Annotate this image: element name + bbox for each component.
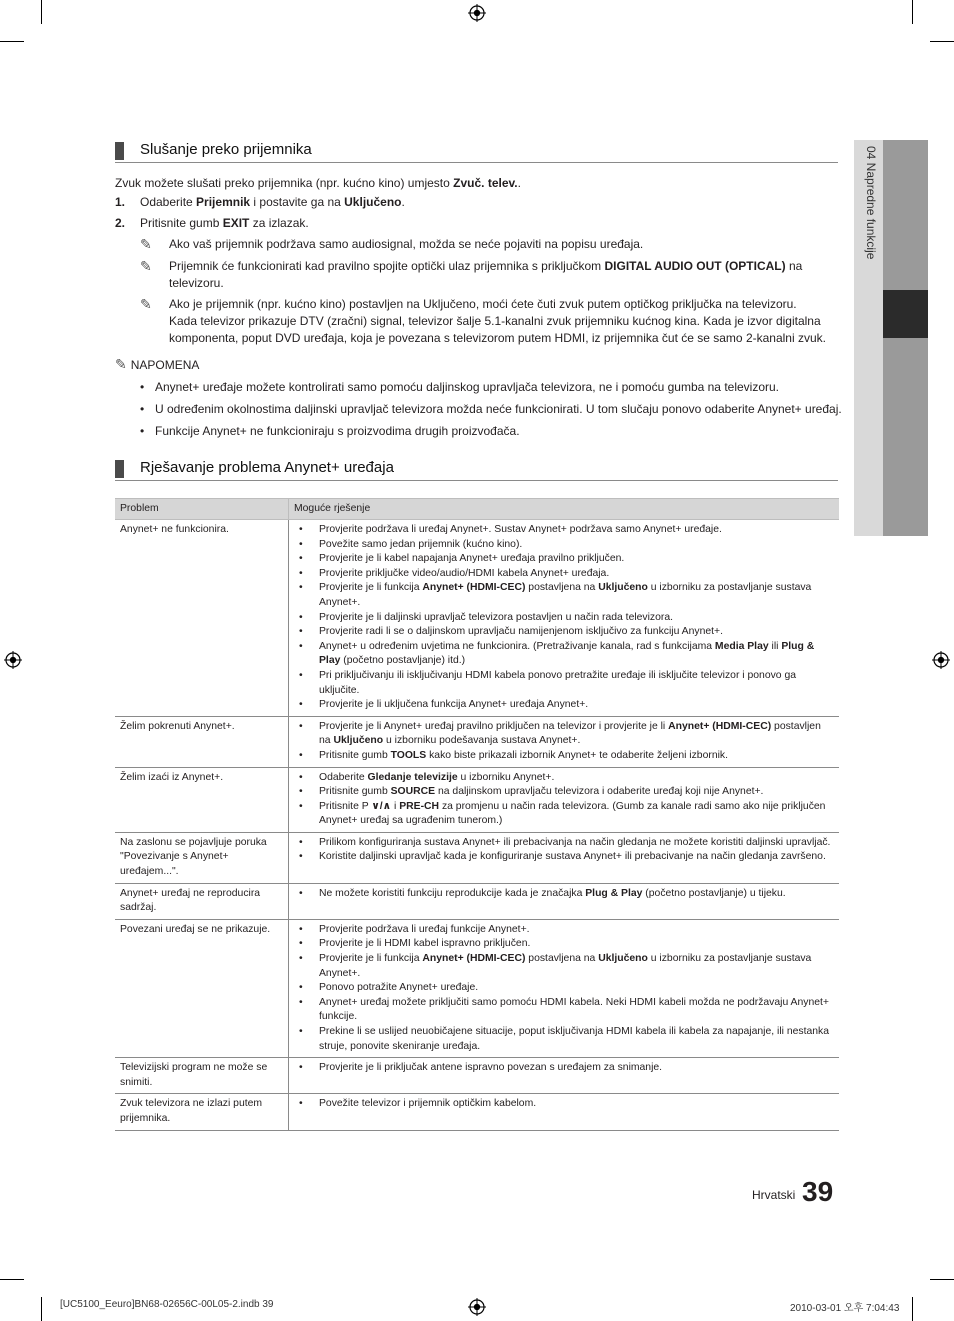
solution-list [294, 836, 834, 865]
footer-language: Hrvatski [752, 1188, 796, 1202]
table-row [115, 716, 839, 767]
solution-item: • Pritisnite P ∨/∧ i PRE-CH za promjenu u način rada televizora. (Gumb za kanale radi samo ako nije priključen Anynet+ uređaj sa ugrađenim tunerom.) [294, 800, 834, 829]
note-1: ✎ Ako vaš prijemnik podržava samo audiosignal, možda se neće pojaviti na popisu uređaja. [140, 236, 644, 252]
step-2: 2. Pritisnite gumb EXIT za izlazak. [115, 216, 309, 230]
solution-item: • Provjerite je li HDMI kabel ispravno priključen. [294, 937, 834, 952]
solution-list [294, 720, 834, 764]
step-number: 2. [115, 216, 126, 230]
crop-mark [912, 0, 913, 24]
crop-mark [0, 41, 24, 42]
solution-item: • Provjerite je li Anynet+ uređaj pravilno priključen na televizor i provjerite je li Anynet+ (HDMI-CEC) postavljen na Uključeno u izborniku podešavanja sustava Anynet+. [294, 720, 834, 749]
solution-item: • Anynet+ uređaj možete priključiti samo pomoću HDMI kabela. Neki HDMI kabeli možda ne podržavaju Anynet+ funkcije. [294, 996, 834, 1025]
step-1: 1. Odaberite Prijemnik i postavite ga na Uključeno. [115, 195, 405, 209]
solution-cell [289, 767, 840, 832]
solution-item: • Provjerite je li funkcija Anynet+ (HDMI-CEC) postavljena na Uključeno u izborniku za postavljanje sustava Anynet+. [294, 952, 834, 981]
problem-cell: Televizijski program ne može se snimiti. [115, 1058, 289, 1094]
solution-cell [289, 1094, 840, 1130]
column-header-solution: Moguće rješenje [289, 499, 840, 520]
solution-item: • Provjerite je li uključena funkcija Anynet+ uređaja Anynet+. [294, 698, 834, 713]
problem-cell: Želim izaći iz Anynet+. [115, 767, 289, 832]
solution-item: • Prilikom konfiguriranja sustava Anynet+ ili prebacivanja na način gledanja ne možete koristiti daljinski upravljač. [294, 836, 834, 851]
table-row [115, 1094, 839, 1130]
solution-item: • Provjerite radi li se o daljinskom upravljaču namijenjenom isključivo za funkciju Anynet+. [294, 625, 834, 640]
solution-list [294, 887, 834, 902]
solution-list [294, 923, 834, 1054]
solution-item: • Ne možete koristiti funkciju reprodukcije kada je značajka Plug & Play (početno postavljanje) u tijeku. [294, 887, 834, 902]
crop-mark [930, 41, 954, 42]
solution-list [294, 771, 834, 829]
registration-mark-icon [468, 1298, 486, 1316]
solution-cell [289, 883, 840, 919]
solution-cell [289, 919, 840, 1057]
intro-paragraph: Zvuk možete slušati preko prijemnika (npr. kućno kino) umjesto Zvuč. telev.. [115, 176, 521, 190]
table-header-row [115, 499, 839, 520]
solution-item: • Ponovo potražite Anynet+ uređaje. [294, 981, 834, 996]
step-number: 1. [115, 195, 126, 209]
intro-bold-term: Zvuč. telev. [453, 176, 518, 190]
solution-item: • Povežite samo jedan prijemnik (kućno kino). [294, 538, 834, 553]
solution-item: • Provjerite priključke video/audio/HDMI kabela Anynet+ uređaja. [294, 567, 834, 582]
solution-cell [289, 520, 840, 717]
section-heading-bar [115, 142, 124, 160]
chapter-tab-strip [883, 140, 928, 536]
section-heading-receiver [115, 140, 838, 163]
table-row [115, 883, 839, 919]
solution-cell [289, 832, 840, 883]
column-header-problem: Problem [115, 499, 289, 520]
problem-cell: Anynet+ uređaj ne reproducira sadržaj. [115, 883, 289, 919]
solution-list [294, 523, 834, 713]
problem-cell: Želim pokrenuti Anynet+. [115, 716, 289, 767]
solution-item: • Provjerite je li kabel napajanja Anynet+ uređaja pravilno priključen. [294, 552, 834, 567]
table-body [115, 520, 839, 1131]
napomena-heading: ✎ NAPOMENA [115, 356, 200, 372]
solution-cell [289, 1058, 840, 1094]
table-row [115, 767, 839, 832]
page-number: 39 [802, 1176, 834, 1207]
pencil-note-icon: ✎ [140, 258, 152, 274]
solution-list [294, 1097, 834, 1112]
section-heading-text: Rješavanje problema Anynet+ uređaja [140, 459, 394, 476]
solution-item: • Provjerite je li funkcija Anynet+ (HDMI-CEC) postavljena na Uključeno u izborniku za postavljanje sustava Anynet+. [294, 581, 834, 610]
table-row [115, 919, 839, 1057]
registration-mark-icon [4, 651, 22, 669]
solution-item: • Pri priključivanju ili isključivanju HDMI kabela ponovo pretražite uređaje ili isključite televizor i ponovo ga uključite. [294, 669, 834, 698]
solution-item: • Provjerite podržava li uređaj Anynet+. Sustav Anynet+ podržava samo Anynet+ uređaje. [294, 523, 834, 538]
solution-item: • Anynet+ u određenim uvjetima ne funkcionira. (Pretraživanje kanala, rad s funkcijama Media Play ili Plug & Play (početno postavljanje) itd.) [294, 640, 834, 669]
pencil-note-icon: ✎ [140, 236, 152, 252]
print-file-info: [UC5100_Eeuro]BN68-02656C-00L05-2.indb 39 [60, 1299, 274, 1310]
solution-item: • Pritisnite gumb TOOLS kako biste prikazali izbornik Anynet+ te odaberite željeni izbornik. [294, 749, 834, 764]
table-row [115, 832, 839, 883]
registration-mark-icon [468, 4, 486, 22]
solution-list [294, 1061, 834, 1076]
problem-cell: Anynet+ ne funkcionira. [115, 520, 289, 717]
solution-cell [289, 716, 840, 767]
registration-mark-icon [932, 651, 950, 669]
table-row [115, 520, 839, 717]
pencil-note-icon: ✎ [140, 296, 152, 312]
table-row [115, 1058, 839, 1094]
section-heading-troubleshoot [115, 458, 838, 481]
solution-item: • Provjerite podržava li uređaj funkcije Anynet+. [294, 923, 834, 938]
note-3: ✎ Ako je prijemnik (npr. kućno kino) postavljen na Uključeno, moći ćete čuti zvuk putem optičkog priključka na televizoru. Kada televizor prikazuje DTV (zračni) signal, televizor šalje 5.1-kanalni zvuk prijemniku kućnog kina. Kada je izvor digitalna komponenta, poput DVD uređaja, koja je povezana s televizorom putem HDMI, iz prijemnika čut će se samo 2-kanalni zvuk. [140, 296, 826, 345]
solution-item: • Prekine li se uslijed neuobičajene situacije, poput isključivanja HDMI kabela ili kabela za napajanje, ili nestanka struje, ponovite skeniranje uređaja. [294, 1025, 834, 1054]
problem-cell: Na zaslonu se pojavljuje poruka "Povezivanje s Anynet+ uređajem...". [115, 832, 289, 883]
note-2: ✎ Prijemnik će funkcionirati kad pravilno spojite optički ulaz prijemnika s priključkom DIGITAL AUDIO OUT (OPTICAL) na televizoru. [140, 258, 803, 290]
section-heading-bar [115, 460, 124, 478]
section-heading-text: Slušanje preko prijemnika [140, 141, 312, 158]
crop-mark [41, 0, 42, 24]
crop-mark [912, 1297, 913, 1321]
solution-item: • Koristite daljinski upravljač kada je konfiguriranje sustava Anynet+ ili prebacivanje na način gledanja završeno. [294, 850, 834, 865]
troubleshooting-table [115, 498, 839, 1131]
solution-item: • Provjerite je li priključak antene ispravno povezan s uređajem za snimanje. [294, 1061, 834, 1076]
crop-mark [41, 1297, 42, 1321]
print-date-info: 2010-03-01 오후 7:04:43 [790, 1303, 900, 1314]
crop-mark [0, 1279, 24, 1280]
crop-mark [930, 1279, 954, 1280]
chapter-tab-marker [883, 290, 928, 338]
pencil-note-icon: ✎ [115, 356, 127, 372]
solution-item: • Pritisnite gumb SOURCE na daljinskom upravljaču televizora i odaberite uređaj koji nije Anynet+. [294, 785, 834, 800]
problem-cell: Povezani uređaj se ne prikazuje. [115, 919, 289, 1057]
chapter-tab-label: 04 Napredne funkcije [864, 146, 878, 260]
problem-cell: Zvuk televizora ne izlazi putem prijemnika. [115, 1094, 289, 1130]
solution-item: • Provjerite je li daljinski upravljač televizora postavljen u način rada televizora. [294, 611, 834, 626]
solution-item: • Odaberite Gledanje televizije u izborniku Anynet+. [294, 771, 834, 786]
solution-item: • Povežite televizor i prijemnik optičkim kabelom. [294, 1097, 834, 1112]
